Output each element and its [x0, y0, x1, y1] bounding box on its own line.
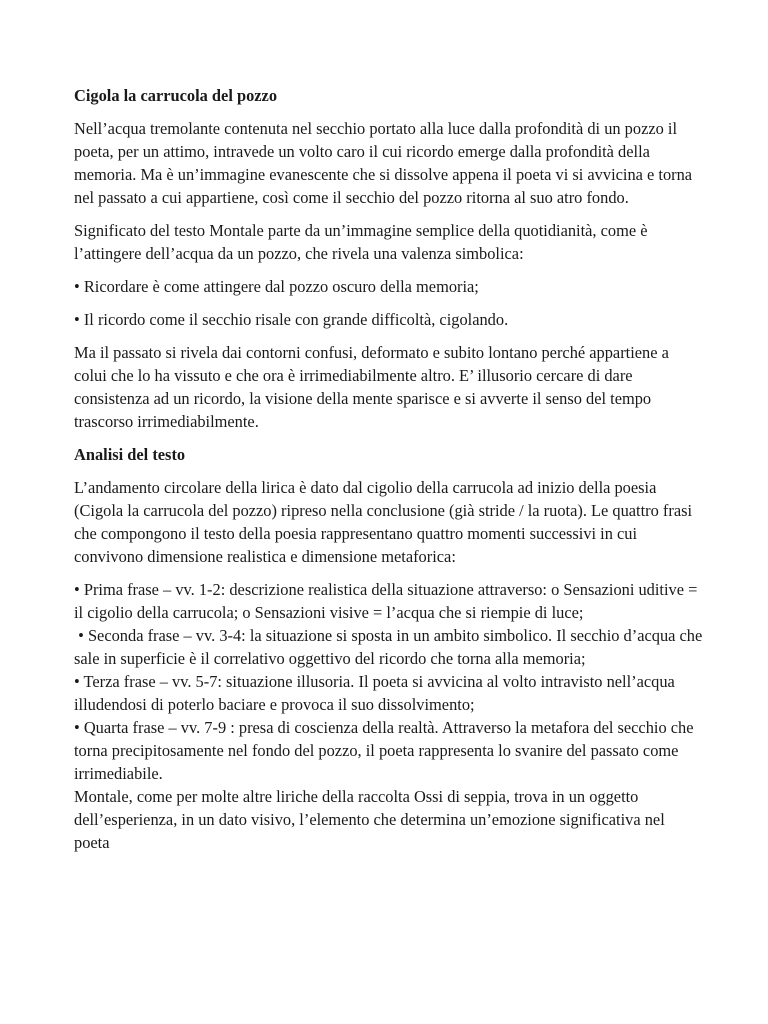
bullet-item-1: • Ricordare è come attingere dal pozzo oscuro della memoria; — [74, 277, 479, 296]
document-title: Cigola la carrucola del pozzo — [74, 86, 278, 105]
bullet-item-2: • Il ricordo come il secchio risale con grande difficoltà, cigolando. — [74, 310, 509, 329]
passato-paragraph: Ma il passato si rivela dai contorni confusi, deformato e subito lontano perché appartiene a colui che lo ha vissuto e che ora è irrimediabilmente altro. E’ illusorio cercare di dare consistenza ad un ricordo, la visione della mente sparisce e si avverte il senso del tempo trascorso irrimediabilmente. — [74, 343, 669, 431]
significato-paragraph: Significato del testo Montale parte da un’immagine semplice della quotidianità, come è l’attingere dell’acqua da un pozzo, che rivela una valenza simbolica: — [74, 221, 648, 263]
intro-paragraph: Nell’acqua tremolante contenuta nel secchio portato alla luce dalla profondità di un pozzo il poeta, per un attimo, intravede un volto caro il cui ricordo emerge dalla profondità della memoria. Ma è un’immagine evanescente che si dissolve appena il poeta vi si avvicina e torna nel passato a cui appartiene, così come il secchio del pozzo ritorna al suo atro fondo. — [74, 119, 693, 207]
andamento-paragraph: L’andamento circolare della lirica è dato dal cigolio della carrucola ad inizio della poesia (Cigola la carrucola del pozzo) ripreso nella conclusione (già stride / la ruota). Le quattro frasi che compongono il testo della poesia rappresentano quattro momenti successivi in cui convivono dimensione realistica e dimensione metaforica: — [74, 478, 693, 566]
document-page — [74, 84, 707, 854]
frase-item-4: • Quarta frase – vv. 7-9 : presa di coscienza della realtà. Attraverso la metafora del secchio che torna precipitosamente nel fondo del pozzo, il poeta rappresenta lo svanire del passato come irrimediabile. — [74, 718, 694, 783]
conclusione-paragraph: Montale, come per molte altre liriche della raccolta Ossi di seppia, trova in un oggetto dell’esperienza, in un dato visivo, l’elemento che determina un’emozione significativa nel poeta — [74, 787, 665, 852]
frase-item-2: • Seconda frase – vv. 3-4: la situazione si sposta in un ambito simbolico. Il secchio d’acqua che sale in superficie è il correlativo oggettivo del ricordo che torna alla memoria; — [74, 626, 707, 668]
frase-item-1: • Prima frase – vv. 1-2: descrizione realistica della situazione attraverso: o Sensazioni uditive = il cigolio della carrucola; o Sensazioni visive = l’acqua che si riempie di luce; — [74, 580, 702, 622]
frase-item-3: • Terza frase – vv. 5-7: situazione illusoria. Il poeta si avvicina al volto intravisto nell’acqua illudendosi di poterlo baciare e provoca il suo dissolvimento; — [74, 672, 675, 714]
analysis-heading: Analisi del testo — [74, 445, 186, 464]
